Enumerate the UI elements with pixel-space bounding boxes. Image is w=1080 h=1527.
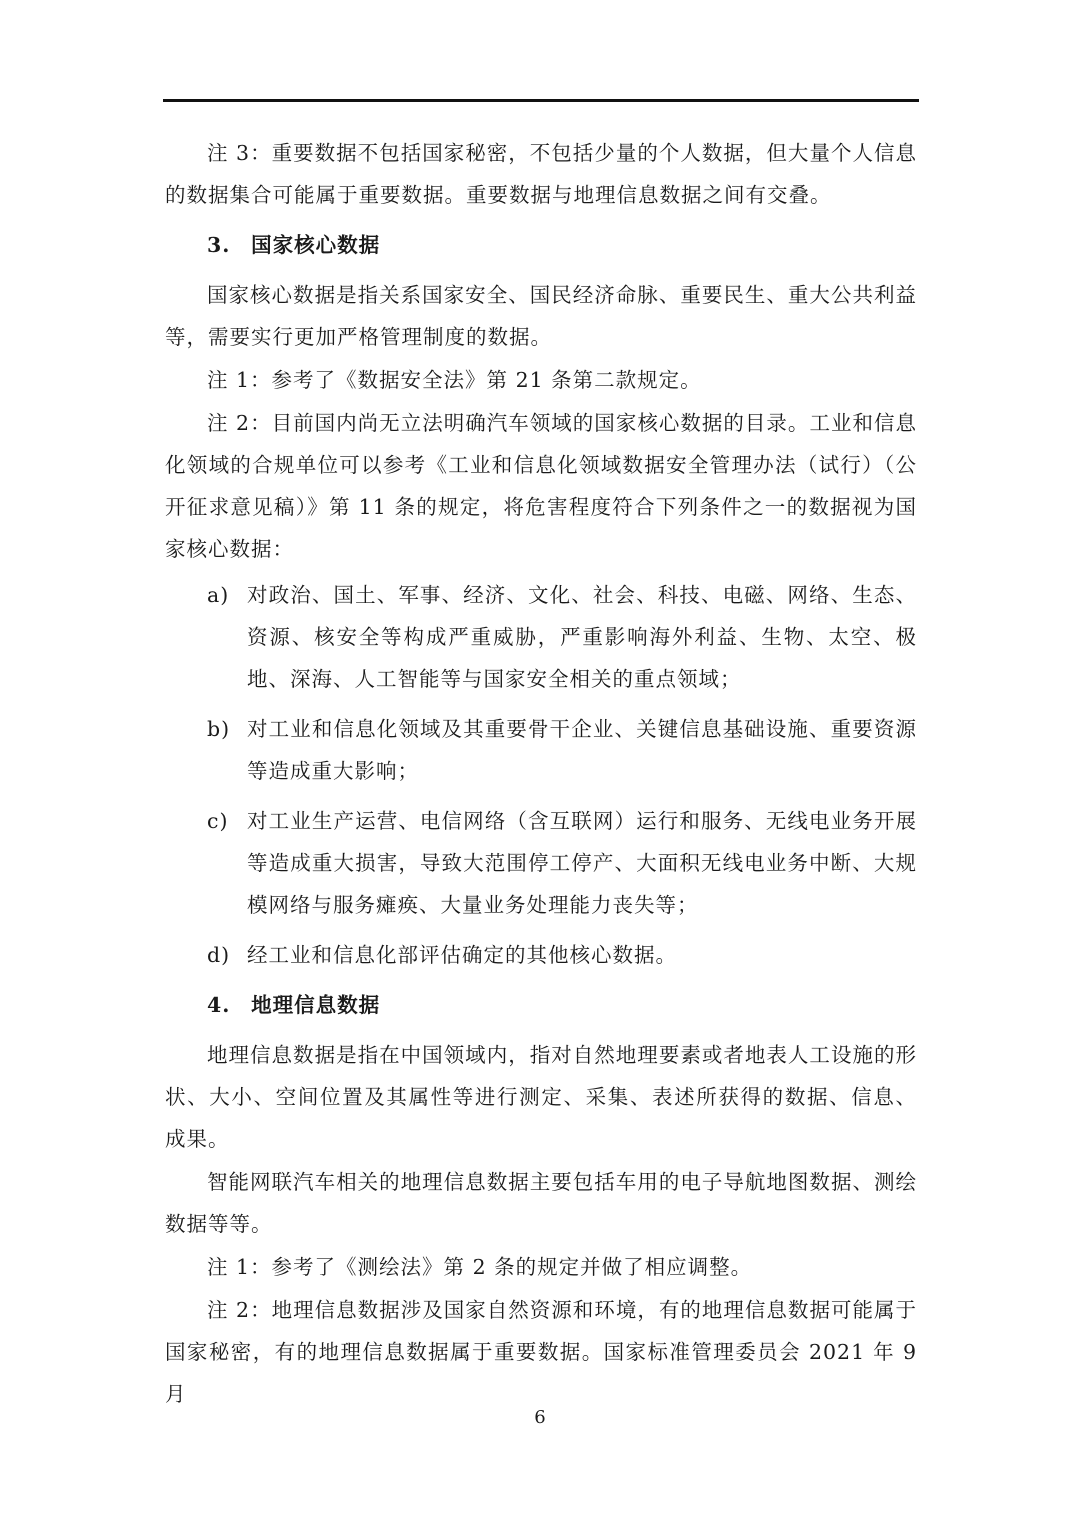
header-rule xyxy=(163,99,919,102)
section-4-paragraph-1: 地理信息数据是指在中国领域内，指对自然地理要素或者地表人工设施的形状、大小、空间位置及其属性等进行测定、采集、表述所获得的数据、信息、成果。 xyxy=(165,1043,917,1151)
section-4-note-2: 注 2：地理信息数据涉及国家自然资源和环境，有的地理信息数据可能属于国家秘密，有的地理信息数据属于重要数据。国家标准管理委员会 2021 年 9 月 xyxy=(165,1298,917,1406)
list-marker: b) xyxy=(207,717,231,741)
list-item xyxy=(165,934,917,976)
section-3-paragraph: 国家核心数据是指关系国家安全、国民经济命脉、重要民生、重大公共利益等，需要实行更加严格管理制度的数据。 xyxy=(165,283,917,349)
section-3-number: 3. xyxy=(207,233,231,257)
section-4-number: 4. xyxy=(207,993,231,1017)
section-4-title: 地理信息数据 xyxy=(251,993,381,1017)
list-marker: d) xyxy=(207,943,231,967)
section-3-note-1: 注 1：参考了《数据安全法》第 21 条第二款规定。 xyxy=(207,368,702,392)
list-item-text: 对工业生产运营、电信网络（含互联网）运行和服务、无线电业务开展等造成重大损害，导致大范围停工停产、大面积无线电业务中断、大规模网络与服务瘫痪、大量业务处理能力丧失等； xyxy=(247,809,917,917)
list-marker: c) xyxy=(207,809,229,833)
list-item xyxy=(165,708,917,792)
list-item-text: 对工业和信息化领域及其重要骨干企业、关键信息基础设施、重要资源等造成重大影响； xyxy=(247,717,917,783)
section-4-paragraph-2: 智能网联汽车相关的地理信息数据主要包括车用的电子导航地图数据、测绘数据等等。 xyxy=(165,1170,917,1236)
section-3-heading xyxy=(207,224,917,266)
condition-list xyxy=(165,574,917,976)
list-item-text: 经工业和信息化部评估确定的其他核心数据。 xyxy=(247,943,677,967)
list-marker: a) xyxy=(207,583,230,607)
note-3: 注 3：重要数据不包括国家秘密，不包括少量的个人数据，但大量个人信息的数据集合可能属于重要数据。重要数据与地理信息数据之间有交叠。 xyxy=(165,141,917,207)
section-4-note-1: 注 1：参考了《测绘法》第 2 条的规定并做了相应调整。 xyxy=(207,1255,753,1279)
section-4-heading xyxy=(207,984,917,1026)
section-3-title: 国家核心数据 xyxy=(251,233,381,257)
page-number: 6 xyxy=(534,1407,546,1428)
list-item-text: 对政治、国土、军事、经济、文化、社会、科技、电磁、网络、生态、资源、核安全等构成严重威胁，严重影响海外利益、生物、太空、极地、深海、人工智能等与国家安全相关的重点领域； xyxy=(247,583,917,691)
list-item xyxy=(165,574,917,700)
list-item xyxy=(165,800,917,926)
section-3-note-2: 注 2：目前国内尚无立法明确汽车领域的国家核心数据的目录。工业和信息化领域的合规单位可以参考《工业和信息化领域数据安全管理办法（试行）（公开征求意见稿）》第 11 条的规定，将危害程度符合下列条件之一的数据视为国家核心数据： xyxy=(165,411,917,561)
document-body xyxy=(165,132,917,1416)
